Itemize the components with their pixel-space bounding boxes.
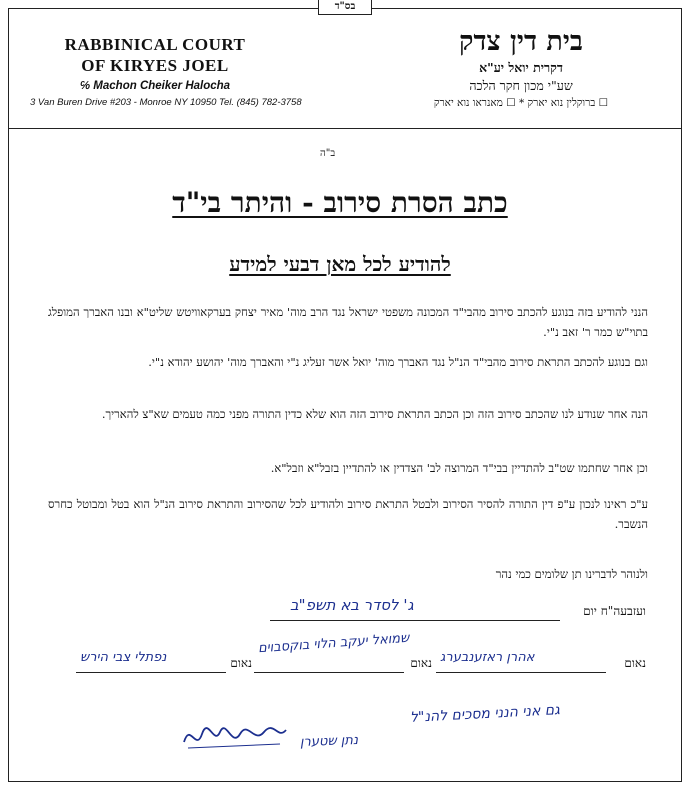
signature-flourish bbox=[180, 712, 290, 762]
hebrew-town: דקרית יואל יע"א bbox=[479, 60, 563, 75]
bh-mark: ב"ה bbox=[320, 148, 336, 159]
signature-1: אהרן ראזענבערג bbox=[440, 650, 535, 665]
court-name-line1: RABBINICAL COURT bbox=[64, 35, 246, 54]
hebrew-letterhead bbox=[376, 26, 666, 109]
document-title: כתב הסרת סירוב - והיתר בי"ד bbox=[172, 186, 508, 219]
signature-2: שמואל יעקב הלוי בוקסבוים bbox=[257, 630, 410, 657]
paragraph-5: ע"כ ראינו לנכון ע"פ דין התורה להסיר הסירוב ולבטל התראת סירוב ולהודיע לכל שהסירוב והתראת סירוב הנ"ל הוא בטל ומבוטל כחרס הנשבר. bbox=[48, 497, 648, 531]
date-underline bbox=[270, 620, 560, 621]
paragraph-4: וכן אחר שחתמו שט"ב להתדיין בבי"ד המרוצה לב' הצדדין או להתדיין בזבל"א וזבל"א. bbox=[270, 461, 648, 475]
english-letterhead bbox=[30, 34, 302, 108]
letterhead-divider bbox=[8, 128, 682, 129]
name-label-3: נאום bbox=[230, 656, 252, 670]
hebrew-machon: שע"י מכון חקר הלכה bbox=[469, 78, 573, 93]
document-subtitle: להודיע לכל מאן דבעי למידע bbox=[229, 252, 451, 276]
machon-name: ℅ Machon Cheiker Halocha bbox=[79, 80, 231, 92]
handwritten-signer-4: נתן שטערן bbox=[299, 732, 359, 751]
paragraph-3: הנה אחר שנודע לנו שהכתב סירוב הזה וכן הכתב התראת סירוב הזה הוא שלא כדין התורה מפני כמה טעמים שא"צ להאריך. bbox=[101, 407, 648, 421]
date-label: ועזבעה"ח יום bbox=[583, 604, 646, 618]
handwritten-approval: גם אני הנני מסכים להנ"ל bbox=[409, 702, 561, 726]
hebrew-branches: ☐ ברוקלין נוא יארק * ☐ מאנראו נוא יארק bbox=[433, 97, 609, 109]
name-label-2: נאום bbox=[410, 656, 432, 670]
court-address: 3 Van Buren Drive #203 - Monroe NY 10950 Tel. (845) 782-3758 bbox=[30, 97, 302, 108]
document-frame bbox=[8, 8, 682, 782]
handwritten-date: ג' לסדר בא תשפ"ב bbox=[290, 596, 414, 614]
paragraph-2: וגם בנוגע להכתב התראת סירוב מהבי"ד הנ"ל נגד האברך מוה' יואל אשר זעליג נ"י והאברך מוה' יהושע יהודא נ"י. bbox=[148, 355, 648, 369]
name-label-1: נאום bbox=[624, 656, 646, 670]
hebrew-court-name: בית דין צדק bbox=[459, 26, 583, 57]
signature-line-2 bbox=[254, 672, 404, 673]
bsd-tab: בס"ד bbox=[318, 0, 372, 15]
closing-line: ולנוהר לדברינו תן שלומים כמי נהר bbox=[495, 567, 648, 581]
paragraph-1: הנני להודיע בזה בנוגע להכתב סירוב מהבי"ד המכונה משפטי ישראל נגד הרב מוה' מאיר יצחק בערקאוויטש שליט"א ובנו האברך המופלג בתוי"ש כמר ר' זאב נ"י. bbox=[48, 305, 648, 339]
signature-line-3 bbox=[76, 672, 226, 673]
signature-line-1 bbox=[436, 672, 606, 673]
signature-3: נפתלי צבי הירש bbox=[80, 650, 167, 665]
court-name-line2: OF KIRYES JOEL bbox=[81, 56, 229, 75]
